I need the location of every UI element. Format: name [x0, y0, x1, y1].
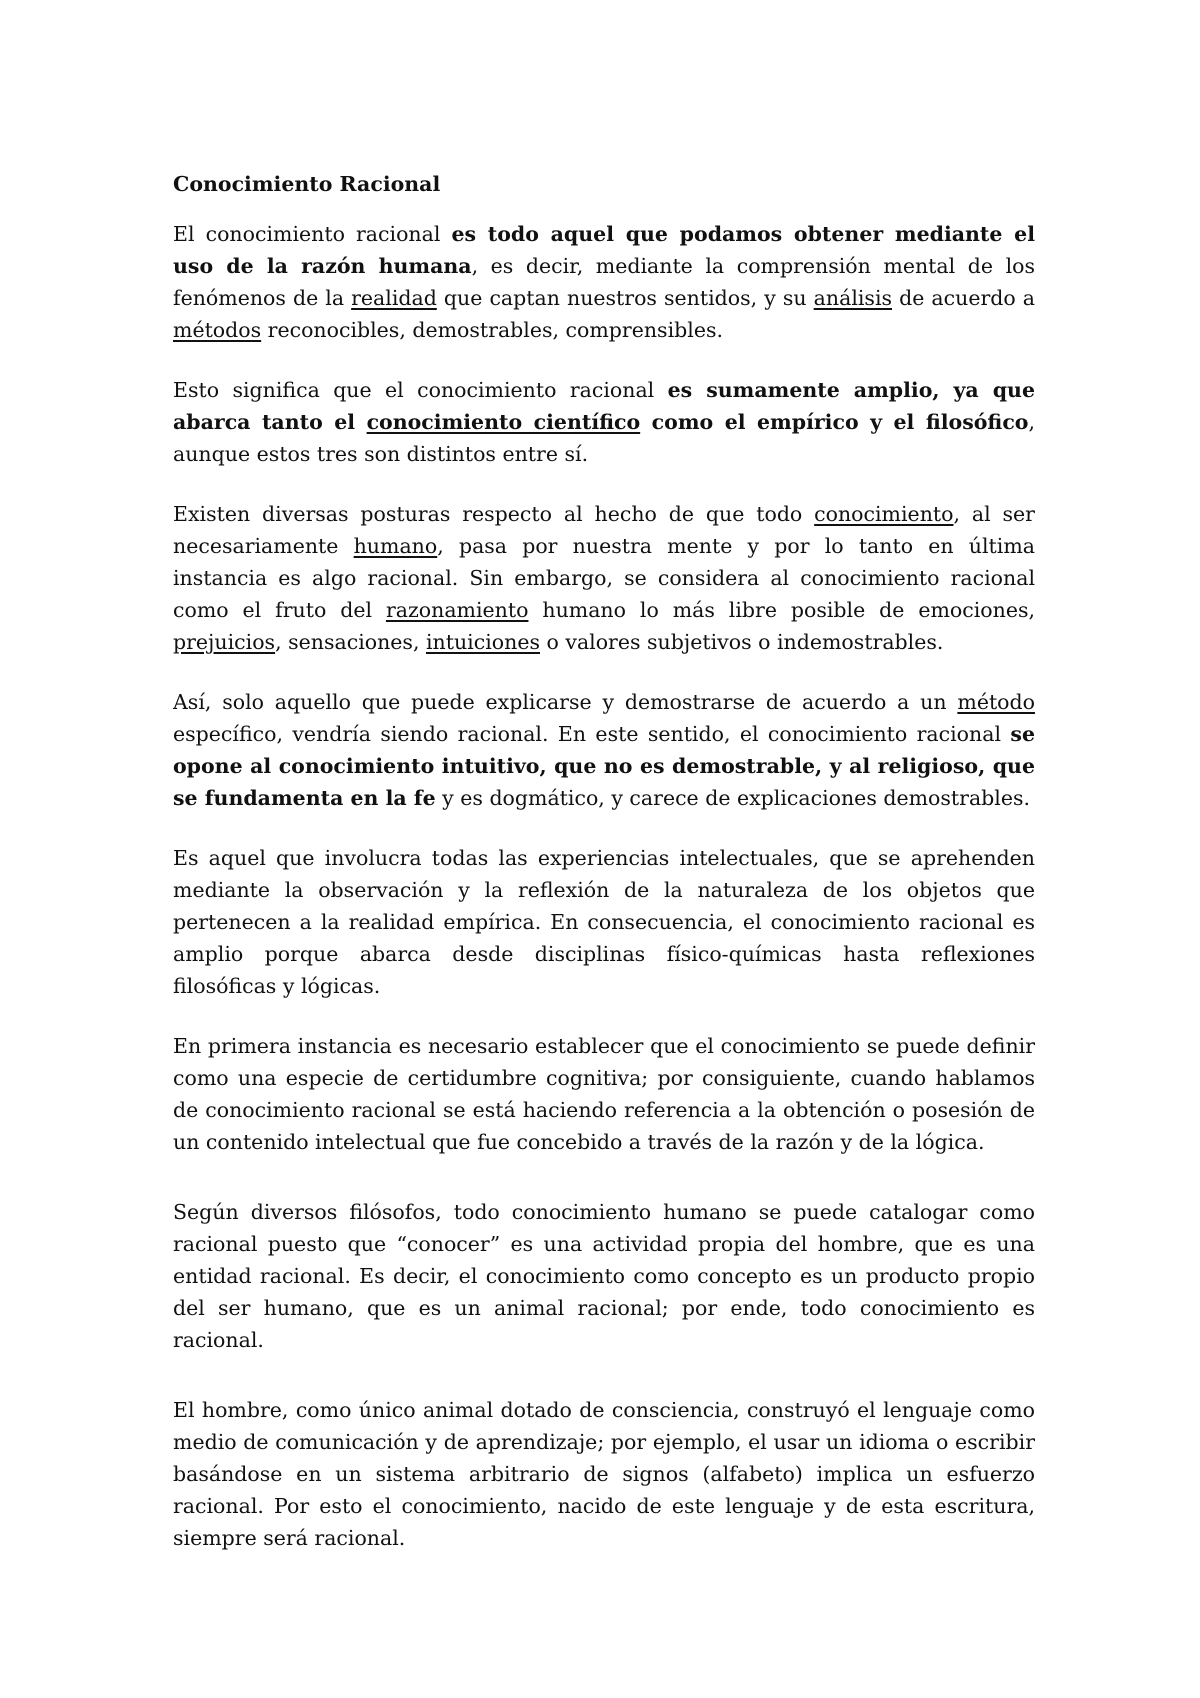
- bold-text: como el empírico y el filosófico: [640, 410, 1029, 434]
- text-span: o valores subjetivos o indemostrables.: [539, 630, 944, 654]
- bold-text: es todo aquel que podamos obtener mediante el uso de la razón humana: [173, 222, 1035, 278]
- paragraph-8: [173, 1394, 1035, 1554]
- bold-text: es sumamente amplio, ya que abarca tanto el: [173, 378, 1036, 434]
- text-span: , al ser necesariamente: [173, 502, 1035, 558]
- link-conocimiento[interactable]: conocimiento: [814, 502, 954, 526]
- document-title: Conocimiento Racional: [173, 172, 441, 196]
- bold-text: se opone al conocimiento intuitivo, que no es demostrable, y al religioso, que se fundamenta en la fe: [173, 722, 1035, 810]
- paragraph-4: [173, 686, 1035, 814]
- text-span: de acuerdo a: [892, 286, 1035, 310]
- link-humano[interactable]: humano: [353, 534, 438, 558]
- paragraph-1: [173, 218, 1035, 346]
- link-razonamiento[interactable]: razonamiento: [385, 598, 529, 622]
- text-span: El conocimiento racional: [173, 222, 452, 246]
- link-metodo[interactable]: método: [957, 690, 1035, 714]
- text-span: Así, solo aquello que puede explicarse y demostrarse de acuerdo a un: [173, 690, 958, 714]
- text-span: que captan nuestros sentidos, y su: [436, 286, 814, 310]
- paragraph-6: [173, 1030, 1035, 1158]
- text-span: Es aquel que involucra todas las experiencias intelectuales, que se aprehenden mediante la observación y la reflexión de la naturaleza de los objetos que pertenecen a la realidad empírica. En consecuencia, el conocimiento racional es amplio porque abarca desde disciplinas físico-químicas hasta reflexiones filosóficas y lógicas.: [173, 846, 1035, 998]
- link-metodos[interactable]: métodos: [173, 318, 262, 342]
- text-span: Existen diversas posturas respecto al hecho de que todo: [173, 502, 815, 526]
- document-page: [173, 168, 1035, 1582]
- link-prejuicios[interactable]: prejuicios: [173, 630, 276, 654]
- text-span: El hombre, como único animal dotado de consciencia, construyó el lenguaje como medio de comunicación y de aprendizaje; por ejemplo, el usar un idioma o escribir basándose en un sistema arbitrario de signos (alfabeto) implica un esfuerzo racional. Por esto el conocimiento, nacido de este lenguaje y de esta escritura, siempre será racional.: [173, 1398, 1035, 1550]
- text-span: Según diversos filósofos, todo conocimiento humano se puede catalogar como racional puesto que “conocer” es una actividad propia del hombre, que es una entidad racional. Es decir, el conocimiento como concepto es un producto propio del ser humano, que es un animal racional; por ende, todo conocimiento es racional.: [173, 1200, 1035, 1352]
- paragraph-7: [173, 1196, 1035, 1356]
- text-span: Esto significa que el conocimiento racional: [173, 378, 668, 402]
- text-span: , aunque estos tres son distintos entre sí.: [173, 410, 1036, 466]
- link-conocimiento-cientifico[interactable]: conocimiento científico: [366, 410, 641, 434]
- text-span: En primera instancia es necesario establecer que el conocimiento se puede definir como una especie de certidumbre cognitiva; por consiguiente, cuando hablamos de conocimiento racional se está haciendo referencia a la obtención o posesión de un contenido intelectual que fue concebido a través de la razón y de la lógica.: [173, 1034, 1035, 1154]
- text-span: , sensaciones,: [275, 630, 426, 654]
- link-intuiciones[interactable]: intuiciones: [425, 630, 540, 654]
- text-span: reconocibles, demostrables, comprensibles.: [261, 318, 723, 342]
- text-span: , es decir, mediante la comprensión mental de los fenómenos de la: [173, 254, 1035, 310]
- paragraph-3: [173, 498, 1035, 658]
- paragraph-2: [173, 374, 1035, 470]
- link-analisis[interactable]: análisis: [813, 286, 893, 310]
- link-realidad[interactable]: realidad: [351, 286, 437, 310]
- text-span: y es dogmático, y carece de explicaciones demostrables.: [435, 786, 1031, 810]
- text-span: , pasa por nuestra mente y por lo tanto en última instancia es algo racional. Sin embargo, se considera al conocimiento racional como el fruto del: [173, 534, 1035, 622]
- text-span: humano lo más libre posible de emociones,: [528, 598, 1036, 622]
- paragraph-5: [173, 842, 1035, 1002]
- text-span: específico, vendría siendo racional. En este sentido, el conocimiento racional: [173, 722, 1011, 746]
